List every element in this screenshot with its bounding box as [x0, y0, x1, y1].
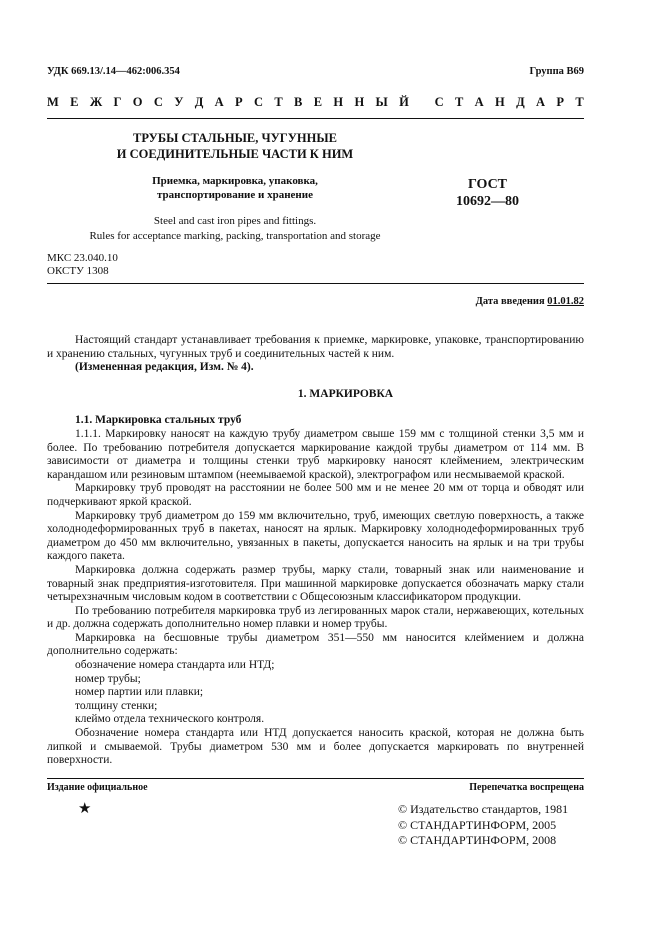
- gost-id: 10692—80: [456, 194, 519, 209]
- interstate-letter: О: [132, 95, 143, 109]
- date-value: 01.01.82: [547, 296, 584, 307]
- footer-divider: [47, 778, 584, 779]
- gost-label: ГОСТ: [467, 177, 508, 192]
- interstate-letter: Н: [333, 95, 344, 109]
- interstate-letter: Д: [516, 95, 525, 109]
- paragraph-marking-content: Маркировка должна содержать размер трубы, марку стали, товарный знак или наименование и товарный знак предприятия-изготовителя. При машинной маркировке допускается обозначать марку стали четырехзначным числовым кодом в соответствии с Общесоюзным классификатором продукции.: [47, 563, 584, 604]
- copyright-block: [398, 802, 568, 849]
- interstate-letter: Т: [575, 95, 584, 109]
- star-icon: ★: [78, 801, 92, 817]
- document-body: [47, 334, 584, 768]
- copyright-line: © СТАНДАРТИНФОРМ, 2008: [398, 833, 557, 847]
- interstate-letter: Ы: [375, 95, 388, 109]
- interstate-letter: А: [214, 95, 224, 109]
- list-item: обозначение номера стандарта или НТД;: [75, 659, 275, 672]
- codes-divider: [47, 283, 584, 284]
- title-line-2: И СОЕДИНИТЕЛЬНЫЕ ЧАСТИ К НИМ: [116, 147, 354, 161]
- interstate-letter: Т: [274, 95, 283, 109]
- mks-code: МКС 23.040.10: [47, 252, 118, 264]
- interstate-standard-heading: [47, 95, 584, 110]
- section-heading-marking: 1. МАРКИРОВКА: [297, 387, 394, 400]
- paragraph-1-1-1: 1.1.1. Маркировку наносят на каждую трубу диаметром свыше 159 мм с толщиной стенки 3,5 мм и более. По требованию потребителя допускается маркирование каждой трубы диаметром от 114 мм. В зависимости от диаметра и толщины стенки труб маркировку наносят клеймением, электрическим карандашом или резиновым штампом (неемываемой краской), электрографом или несмываемой краской.: [47, 427, 584, 481]
- interstate-letter: Р: [556, 95, 565, 109]
- interstate-letter: С: [434, 95, 444, 109]
- intro-paragraph: Настоящий стандарт устанавливает требования к приемке, маркировке, упаковке, транспортированию и хранению стальных, чугунных труб и соединительных частей к ним.: [47, 334, 584, 360]
- udk-code: УДК 669.13/.14—462:006.354: [47, 66, 180, 77]
- date-label: Дата введения: [475, 296, 545, 307]
- subsection-heading-steel-pipes: 1.1. Маркировка стальных труб: [75, 414, 242, 427]
- interstate-letter: У: [174, 95, 184, 109]
- official-edition-note: Издание официальное: [47, 782, 148, 793]
- interstate-letter: М: [47, 95, 59, 109]
- okstu-code: ОКСТУ 1308: [47, 265, 109, 277]
- interstate-letter: Д: [194, 95, 204, 109]
- interstate-letter: [420, 95, 423, 110]
- interstate-letter: Р: [235, 95, 243, 109]
- interstate-letter: Т: [454, 95, 464, 109]
- classification-codes: [47, 252, 118, 278]
- interstate-letter: Н: [354, 95, 365, 109]
- list-item: толщину стенки;: [75, 699, 158, 712]
- interstate-letter: Й: [399, 95, 409, 109]
- intro-edit-note: (Измененная редакция, Изм. № 4).: [75, 361, 254, 374]
- interstate-letter: Е: [313, 95, 323, 109]
- document-title: [90, 130, 380, 162]
- list-item: номер партии или плавки;: [75, 686, 204, 699]
- list-item: клеймо отдела технического контроля.: [75, 713, 265, 726]
- introduction-date: [476, 296, 584, 307]
- paragraph-label-marking: Маркировку труб диаметром до 159 мм включительно, труб, имеющих светлую поверхность, а также холоднодеформированных труб в пакетах, наносят на ярлык. Маркировку холоднодеформированных труб диаметром до 450 мм включительно, увязанных в пакеты, допускается наносить на ярлык и на три трубы каждого пакета.: [47, 509, 584, 563]
- interstate-letter: Г: [113, 95, 122, 109]
- subtitle-line-1: Приемка, маркировка, упаковка,: [152, 175, 318, 187]
- english-line-1: Steel and cast iron pipes and fittings.: [153, 215, 317, 227]
- interstate-letter: А: [536, 95, 546, 109]
- title-line-1: ТРУБЫ СТАЛЬНЫЕ, ЧУГУННЫЕ: [133, 131, 337, 145]
- gost-number: [435, 176, 540, 210]
- english-line-2: Rules for acceptance marking, packing, transportation and storage: [89, 230, 381, 242]
- copyright-line: © СТАНДАРТИНФОРМ, 2005: [398, 817, 557, 832]
- reprint-prohibited-note: Перепечатка воспрещена: [469, 782, 584, 793]
- english-title: [30, 214, 440, 244]
- list-item: номер трубы;: [75, 672, 141, 685]
- interstate-letter: В: [294, 95, 303, 109]
- paragraph-paint-marking: Обозначение номера стандарта или НТД допускается наносить краской, которая не должна быть липкой и смываемой. Трубы диаметром 530 мм и более допускается маркировать по внутренней поверхности.: [47, 727, 584, 767]
- interstate-letter: С: [153, 95, 163, 109]
- group-code: Группа В69: [529, 66, 584, 77]
- document-subtitle: [110, 174, 360, 202]
- paragraph-alloy-marking: По требованию потребителя маркировка труб из легированных марок стали, нержавеющих, котельных и др. должна содержать дополнительно номер плавки и номер трубы.: [47, 604, 584, 631]
- header-divider: [47, 118, 584, 119]
- paragraph-seamless-marking: Маркировка на бесшовные трубы диаметром 351—550 мм наносится клеймением и должна дополнительно содержать:: [47, 631, 584, 658]
- interstate-letter: С: [254, 95, 264, 109]
- subtitle-line-2: транспортирование и хранение: [156, 189, 313, 201]
- paragraph-marking-distance: Маркировку труб проводят на расстоянии не более 500 мм и не менее 20 мм от торца и обводят или подчеркивают яркой краской.: [47, 482, 584, 508]
- interstate-letter: Н: [495, 95, 505, 109]
- interstate-letter: А: [474, 95, 484, 109]
- copyright-line: © Издательство стандартов, 1981: [398, 802, 569, 816]
- interstate-letter: Ж: [89, 95, 103, 109]
- interstate-letter: Е: [70, 95, 79, 109]
